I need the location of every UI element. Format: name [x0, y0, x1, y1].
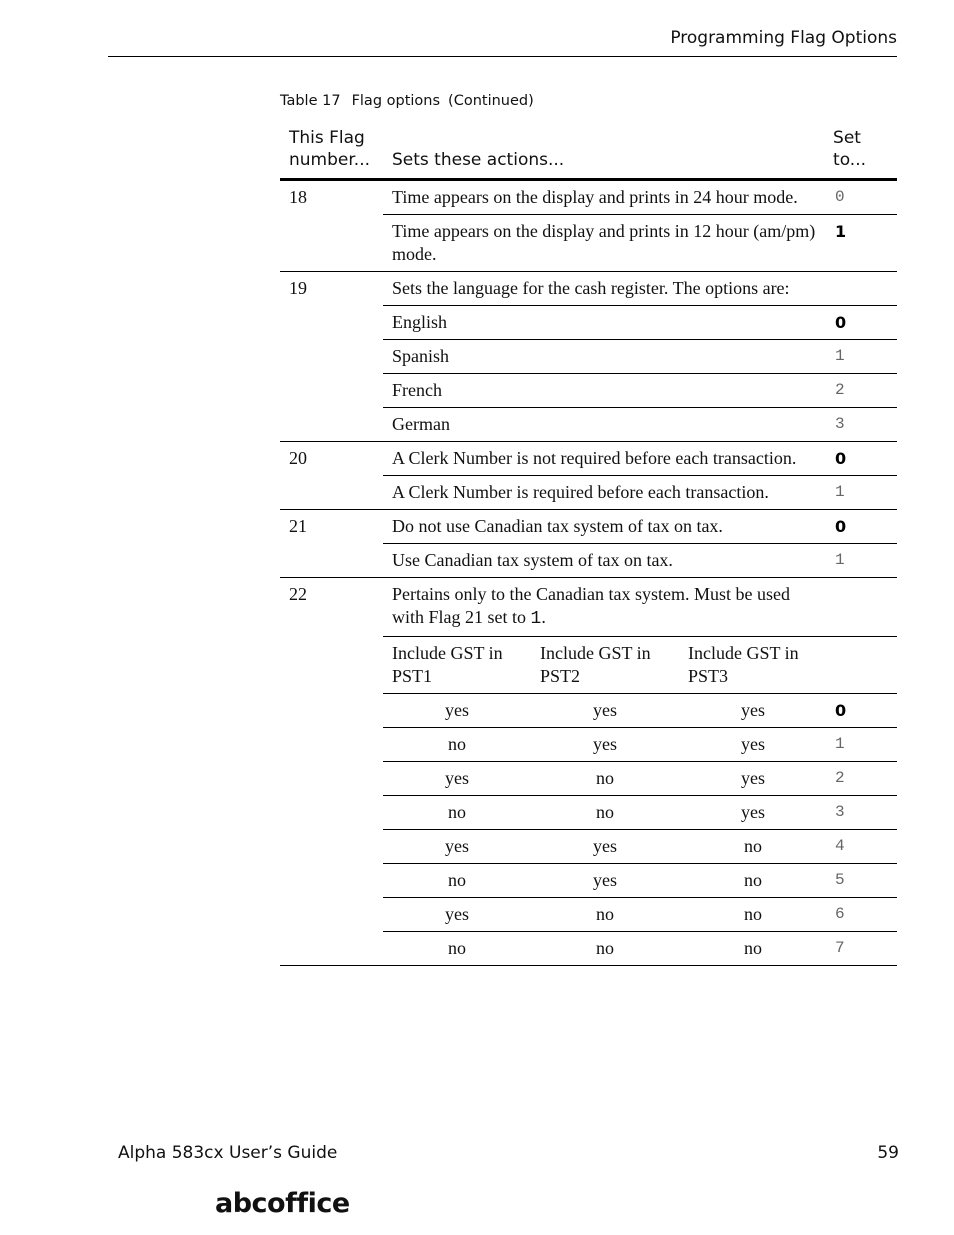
flag-action: Time appears on the display and prints in 24 hour mode. — [383, 180, 827, 215]
flag-intro: Sets the language for the cash register. The options are: — [383, 272, 827, 306]
header-rule — [108, 56, 897, 57]
flag-value-empty — [827, 578, 897, 637]
language-option: German — [383, 408, 827, 442]
brand-logo: abcoffice — [215, 1188, 350, 1219]
flag-value: 0 — [827, 180, 897, 215]
gst-pst3: no — [679, 864, 827, 898]
flag-number: 20 — [280, 442, 383, 510]
gst-column-header: Include GST in PST2 — [531, 637, 679, 694]
caption-label: Table 17 — [280, 93, 341, 109]
gst-column-header: Include GST in PST3 — [679, 637, 827, 694]
flag-action: Do not use Canadian tax system of tax on tax. — [383, 510, 827, 544]
flag-value: 1 — [827, 340, 897, 374]
table-caption — [280, 93, 534, 109]
flag-intro-end: . — [541, 607, 546, 627]
flag-value: 0 — [827, 306, 897, 340]
flag-value: 1 — [827, 728, 897, 762]
flag-value: 6 — [827, 898, 897, 932]
table-row — [280, 510, 897, 544]
flag-value: 1 — [827, 215, 897, 272]
flag-number: 22 — [280, 578, 383, 966]
header-flag-number: This Flag number... — [280, 127, 383, 180]
gst-pst3: no — [679, 932, 827, 966]
gst-pst2: no — [531, 762, 679, 796]
flag-value: 4 — [827, 830, 897, 864]
caption-continued: (Continued) — [448, 93, 534, 109]
flag-action: Time appears on the display and prints in 12 hour (am/pm) mode. — [383, 215, 827, 272]
flag-action: Use Canadian tax system of tax on tax. — [383, 544, 827, 578]
gst-pst2: no — [531, 898, 679, 932]
flag-value: 3 — [827, 408, 897, 442]
footer-page-number: 59 — [877, 1143, 899, 1163]
language-option: Spanish — [383, 340, 827, 374]
flag-value: 7 — [827, 932, 897, 966]
gst-pst1: no — [383, 728, 531, 762]
language-option: English — [383, 306, 827, 340]
flag-action: A Clerk Number is required before each transaction. — [383, 476, 827, 510]
gst-pst3: yes — [679, 728, 827, 762]
header-actions: Sets these actions... — [383, 127, 827, 180]
flag-value-empty — [827, 272, 897, 306]
caption-title: Flag options — [351, 93, 441, 109]
table-row — [280, 442, 897, 476]
flag-value: 3 — [827, 796, 897, 830]
gst-pst1: no — [383, 932, 531, 966]
footer-guide-title: Alpha 583cx User’s Guide — [118, 1143, 338, 1163]
gst-pst1: no — [383, 864, 531, 898]
running-header: Programming Flag Options — [670, 28, 897, 48]
flag-action: A Clerk Number is not required before each transaction. — [383, 442, 827, 476]
flag-value: 1 — [827, 544, 897, 578]
flag-options-table — [280, 127, 897, 966]
flag-value: 0 — [827, 510, 897, 544]
flag-number: 21 — [280, 510, 383, 578]
table-row — [280, 272, 897, 306]
gst-pst3: yes — [679, 796, 827, 830]
gst-pst2: no — [531, 796, 679, 830]
flag-value: 2 — [827, 762, 897, 796]
gst-column-header: Include GST in PST1 — [383, 637, 531, 694]
gst-pst2: yes — [531, 830, 679, 864]
gst-pst3: yes — [679, 694, 827, 728]
gst-pst2: no — [531, 932, 679, 966]
flag-value: 1 — [827, 476, 897, 510]
flag-value: 2 — [827, 374, 897, 408]
flag-intro — [383, 578, 827, 637]
gst-pst1: yes — [383, 830, 531, 864]
gst-pst2: yes — [531, 694, 679, 728]
language-option: French — [383, 374, 827, 408]
gst-pst2: yes — [531, 728, 679, 762]
gst-pst1: no — [383, 796, 531, 830]
gst-pst1: yes — [383, 762, 531, 796]
flag-intro-text: Pertains only to the Canadian tax system. Must be used with Flag 21 set to — [392, 584, 790, 627]
flag-number: 19 — [280, 272, 383, 442]
table-row — [280, 578, 897, 637]
flag-number: 18 — [280, 180, 383, 272]
gst-pst2: yes — [531, 864, 679, 898]
gst-pst1: yes — [383, 694, 531, 728]
gst-pst3: yes — [679, 762, 827, 796]
flag-intro-value: 1 — [530, 609, 542, 629]
flag-value: 5 — [827, 864, 897, 898]
table-row — [280, 180, 897, 215]
flag-value: 0 — [827, 442, 897, 476]
table-header-row — [280, 127, 897, 180]
gst-pst1: yes — [383, 898, 531, 932]
flag-value: 0 — [827, 694, 897, 728]
gst-pst3: no — [679, 830, 827, 864]
gst-pst3: no — [679, 898, 827, 932]
flag-value-empty — [827, 637, 897, 694]
header-set-to: Set to... — [827, 127, 897, 180]
